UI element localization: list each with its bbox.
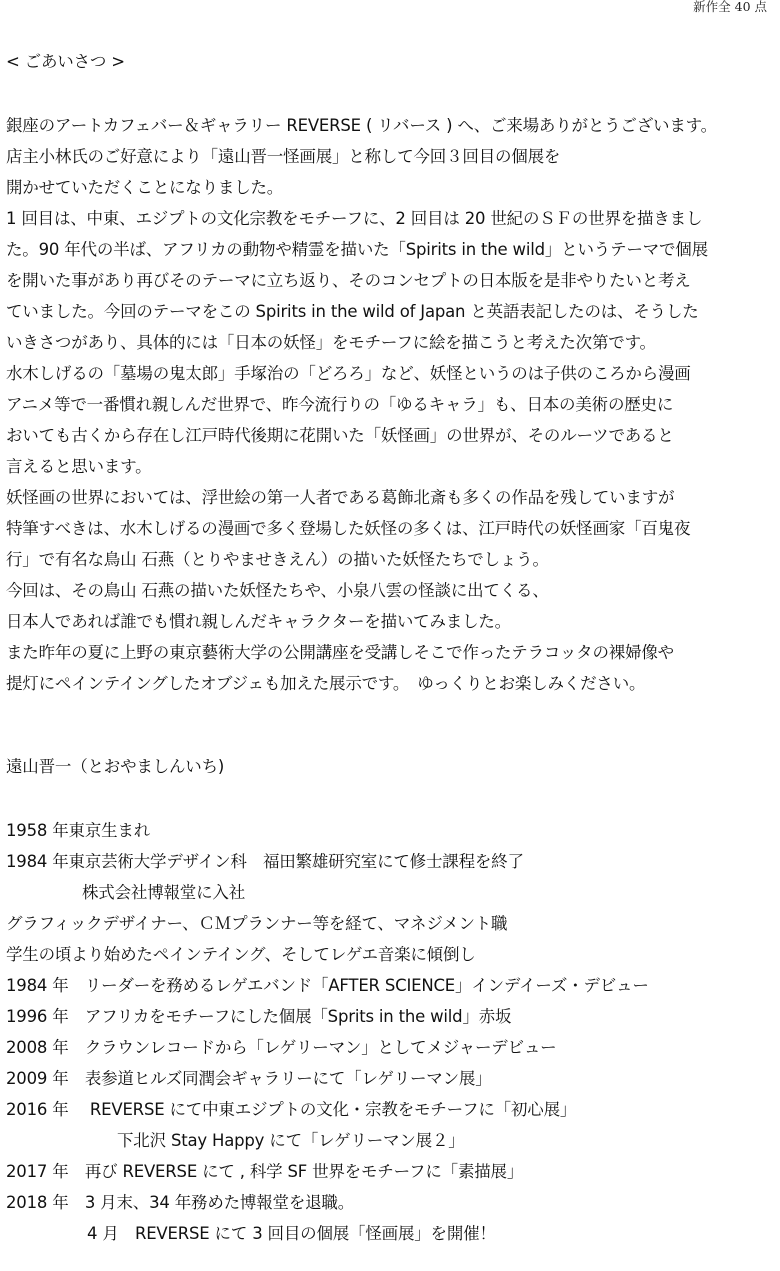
exhibit-count-note: 新作全 40 点: [693, 0, 767, 14]
greeting-section: [6, 46, 778, 77]
body-line: た。90 年代の半ば、アフリカの動物や精霊を描いた「Spirits in the wild」というテーマで個展: [6, 240, 708, 259]
bio-line: 2016 年 REVERSE にて中東エジプトの文化・宗教をモチーフに「初心展」: [6, 1100, 577, 1119]
body-line: 開かせていただくことになりました。: [6, 178, 284, 197]
body-line: アニメ等で一番慣れ親しんだ世界で、昨今流行りの「ゆるキャラ」も、日本の美術の歴史に: [6, 395, 674, 414]
body-line: ていました。今回のテーマをこの Spirits in the wild of Japan と英語表記したのは、そうした: [6, 302, 699, 321]
body-line: 日本人であれば誰でも慣れ親しんだキャラクターを描いてみました。: [6, 612, 511, 631]
author-name: 遠山晋一（とおやましんいち): [6, 757, 225, 776]
body-line: 水木しげるの「墓場の鬼太郎」手塚治の「どろろ」など、妖怪というのは子供のころから漫画: [6, 364, 691, 383]
body-line: また昨年の夏に上野の東京藝術大学の公開講座を受講しそこで作ったテラコッタの裸婦像や: [6, 643, 674, 662]
bio-line: 2009 年 表参道ヒルズ同潤会ギャラリーにて「レゲリーマン展」: [6, 1069, 492, 1088]
bio-line: 1996 年 アフリカをモチーフにした個展「Sprits in the wild」赤坂: [6, 1007, 512, 1026]
bio-line: 4 月 REVERSE にて 3 回目の個展「怪画展」を開催！: [87, 1224, 496, 1243]
body-line: 銀座のアートカフェバー＆ギャラリー REVERSE ( リバース ) へ、ご来場ありがとうございます。: [6, 116, 717, 135]
body-line: を開いた事があり再びそのテーマに立ち返り、そのコンセプトの日本版を是非やりたいと考え: [6, 271, 691, 290]
body-line: 妖怪画の世界においては、浮世絵の第一人者である葛飾北斎も多くの作品を残していますが: [6, 488, 675, 507]
bio-line: 1984 年東京芸術大学デザイン科 福田繁雄研究室にて修士課程を終了: [6, 852, 524, 871]
body-line: 言えると思います。: [6, 457, 152, 476]
bio-line: 学生の頃より始めたペインテイング、そしてレゲエ音楽に傾倒し: [6, 945, 476, 964]
body-line: いきさつがあり、具体的には「日本の妖怪」をモチーフに絵を描こうと考えた次第です。: [6, 333, 656, 352]
body-line: 提灯にペインテイングしたオブジェも加えた展示です。 ゆっくりとお楽しみください。: [6, 674, 646, 693]
bio-line: グラフィックデザイナー、ＣＭプランナー等を経て、マネジメント職: [6, 914, 508, 933]
body-line: 店主小林氏のご好意により「遠山晋一怪画展」と称して今回３回目の個展を: [6, 147, 561, 166]
bio-line: 株式会社博報堂に入社: [82, 883, 246, 902]
bio-line: 2018 年 3 月末、34 年務めた博報堂を退職。: [6, 1193, 355, 1212]
body-line: 特筆すべきは、水木しげるの漫画で多く登場した妖怪の多くは、江戸時代の妖怪画家「百鬼夜: [6, 519, 691, 538]
body-line: おいても古くから存在し江戸時代後期に花開いた「妖怪画」の世界が、そのルーツであると: [6, 426, 674, 445]
bio-line: 2008 年 クラウンレコードから「レゲリーマン」としてメジャーデビュー: [6, 1038, 557, 1057]
bio-line: 1984 年 リーダーを務めるレゲエバンド「AFTER SCIENCE」インデイーズ・デビュー: [6, 976, 649, 995]
body-line: 行」で有名な鳥山 石燕（とりやませきえん）の描いた妖怪たちでしょう。: [6, 550, 549, 569]
author-section: [6, 751, 778, 782]
greeting-body: [6, 110, 778, 699]
greeting-heading: < ごあいさつ >: [6, 52, 125, 71]
bio-line: 下北沢 Stay Happy にて「レゲリーマン展２」: [117, 1131, 465, 1150]
bio-line: 1958 年東京生まれ: [6, 821, 151, 840]
body-line: 今回は、その鳥山 石燕の描いた妖怪たちや、小泉八雲の怪談に出てくる、: [6, 581, 549, 600]
body-line: 1 回目は、中東、エジプトの文化宗教をモチーフに、2 回目は 20 世紀のＳＦの世界を描きまし: [6, 209, 703, 228]
biography-section: [6, 815, 778, 1249]
bio-line: 2017 年 再び REVERSE にて , 科学 SF 世界をモチーフに「素描展」: [6, 1162, 524, 1181]
